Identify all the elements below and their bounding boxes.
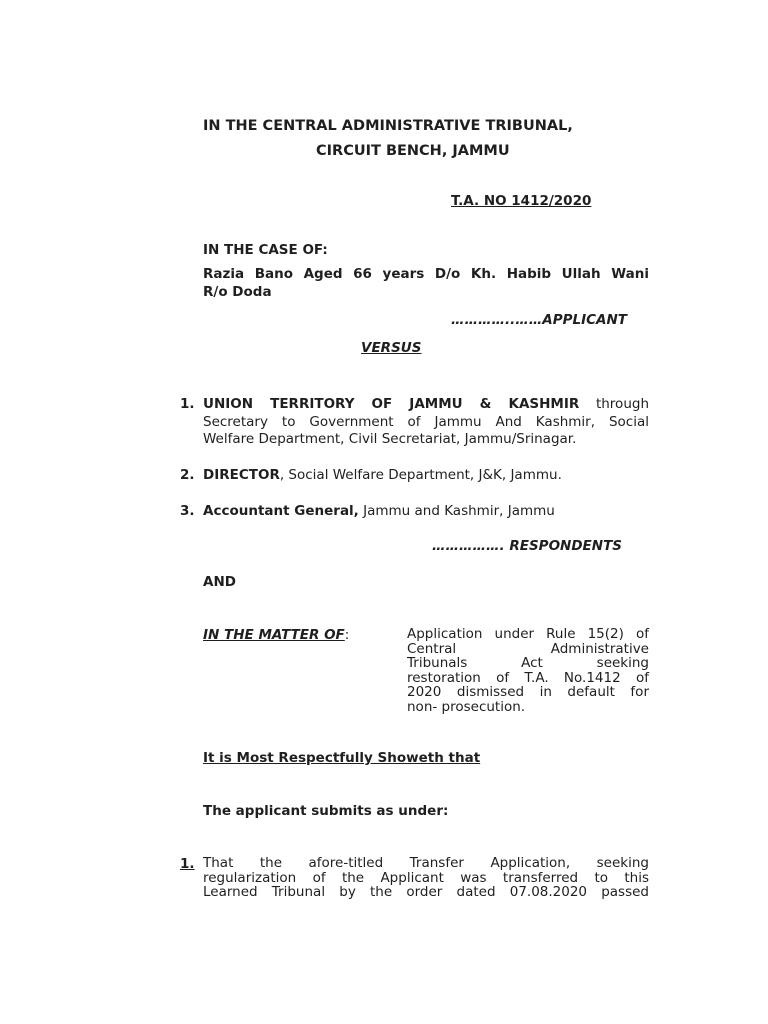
para-1-line3: Learned Tribunal by the order dated 07.08.2020 passed [203,884,649,900]
showeth-heading: It is Most Respectfully Showeth that [203,750,481,766]
para-1 [203,856,649,900]
respondent-1-line3: Welfare Department, Civil Secretariat, Jammu/Srinagar. [203,431,577,447]
court-heading-line2: CIRCUIT BENCH, JAMMU [316,143,510,159]
respondent-3-rest: Jammu and Kashmir, Jammu [358,503,555,519]
respondent-2-number: 2. [180,467,195,483]
case-number: T.A. NO 1412/2020 [451,193,592,209]
submits-heading: The applicant submits as under: [203,803,449,819]
in-the-case-of-label: IN THE CASE OF: [203,242,328,258]
matter-label-wrap [203,627,349,643]
respondent-2-name: DIRECTOR [203,467,280,483]
applicant-details [203,266,649,301]
para-1-line1: That the afore-titled Transfer Application, seeking [203,855,649,871]
respondent-3 [203,503,555,519]
respondent-1-number: 1. [180,396,195,412]
court-heading-line1: IN THE CENTRAL ADMINISTRATIVE TRIBUNAL, [203,118,573,134]
matter-line4: restoration of T.A. No.1412 of [407,669,649,686]
and-label: AND [203,574,236,590]
matter-line1: Application under Rule 15(2) of [407,626,649,642]
matter-line5: 2020 dismissed in default for [407,684,649,700]
respondent-1-name: UNION TERRITORY OF JAMMU & KASHMIR [203,396,580,412]
respondent-1-through: through [595,396,649,412]
para-1-number: 1. [180,856,195,872]
respondent-3-name: Accountant General, [203,503,359,519]
para-1-line2: regularization of the Applicant was transferred to this [203,869,649,886]
matter-label: IN THE MATTER OF [203,627,345,643]
respondents-role: ……………. RESPONDENTS [432,538,622,554]
applicant-line2: R/o Doda [203,283,272,300]
respondent-3-number: 3. [180,503,195,519]
applicant-role: …………..……APPLICANT [451,312,627,328]
matter-colon: : [344,627,350,643]
matter-line3: Tribunals Act seeking [407,655,649,671]
applicant-line1: Razia Bano Aged 66 years D/o Kh. Habib Ullah Wani [203,266,649,282]
matter-description [407,627,649,714]
respondent-2-rest: , Social Welfare Department, J&K, Jammu. [279,467,562,483]
matter-line6: non- prosecution. [407,698,526,715]
matter-line2: Central Administrative [407,640,649,657]
respondent-1 [203,396,649,449]
respondent-1-line2: Secretary to Government of Jammu And Kashmir, Social [203,413,649,430]
versus-label: VERSUS [361,340,422,356]
respondent-2 [203,467,562,483]
